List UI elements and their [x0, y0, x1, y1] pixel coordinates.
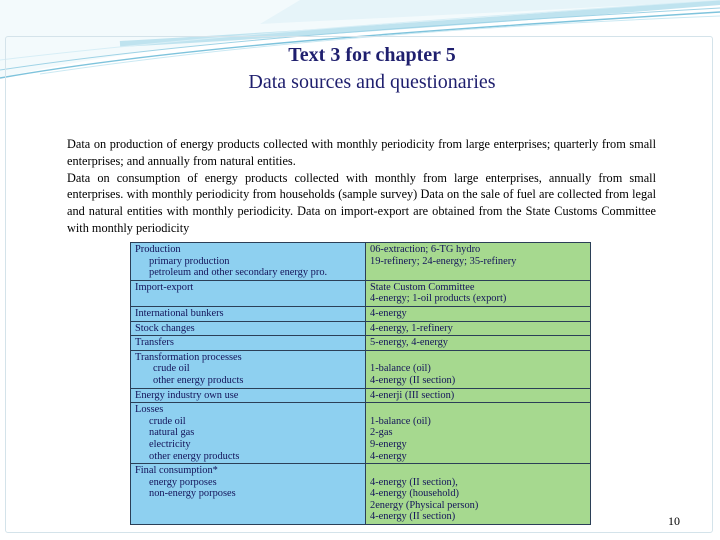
table-row [131, 464, 591, 525]
category-cell [131, 243, 366, 281]
source-line: 4-energy (II section) [370, 374, 456, 386]
source-line: 4-energy, 1-refinery [370, 322, 453, 334]
source-line: 06-extraction; 6-TG hydro [370, 244, 481, 255]
source-cell [366, 350, 591, 388]
source-line: 2-gas [370, 427, 393, 439]
category-cell [131, 403, 366, 464]
category-line: Production [135, 244, 181, 255]
source-line: 4-energy [370, 450, 407, 462]
table-row [131, 280, 591, 306]
source-line: 4-energy; 1-oil products (export) [370, 293, 507, 305]
slide-subtitle: Data sources and questionaries [248, 71, 496, 93]
category-cell [131, 464, 366, 525]
category-cell [131, 388, 366, 403]
category-line: Stock changes [135, 322, 195, 334]
source-line: 4-energy [370, 307, 407, 319]
table-row [131, 350, 591, 388]
category-cell [131, 336, 366, 351]
category-line: crude oil [149, 415, 186, 427]
table-row [131, 306, 591, 321]
source-line [370, 352, 586, 364]
source-line [370, 465, 586, 477]
category-line: primary production [149, 255, 230, 267]
category-line: non-energy porposes [149, 488, 236, 500]
category-line: electricity [149, 438, 191, 450]
category-cell [131, 280, 366, 306]
page-number: 10 [668, 514, 680, 528]
table-row [131, 388, 591, 403]
category-line: Import-export [135, 281, 194, 293]
category-line: petroleum and other secondary energy pro. [149, 267, 328, 279]
source-line: 4-energy (II section), [370, 476, 458, 488]
source-cell [366, 388, 591, 403]
category-cell [131, 350, 366, 388]
table-row [131, 243, 591, 281]
category-line: Final consumption* [135, 465, 218, 477]
category-line: Losses [135, 404, 164, 416]
source-cell [366, 280, 591, 306]
source-line: 5-energy, 4-energy [370, 337, 448, 349]
category-line: International bunkers [135, 307, 224, 319]
source-line: 9-energy [370, 438, 407, 450]
category-line: other energy products [153, 374, 244, 386]
category-line: natural gas [149, 427, 195, 439]
source-cell [366, 321, 591, 336]
source-cell [366, 243, 591, 281]
category-line: Energy industry own use [135, 389, 239, 401]
table-row [131, 403, 591, 464]
category-line: Transfers [135, 337, 174, 349]
data-sources-table [130, 242, 591, 525]
source-cell [366, 403, 591, 464]
category-cell [131, 321, 366, 336]
slide-title: Text 3 for chapter 5 [288, 44, 456, 66]
category-line: other energy products [149, 450, 240, 462]
source-line: State Custom Committee [370, 281, 475, 293]
source-line: 4-energy (household) [370, 488, 459, 500]
source-line: 4-energy (II section) [370, 511, 456, 523]
source-line: 4-enerji (III section) [370, 389, 455, 401]
source-cell [366, 464, 591, 525]
paragraph-production: Data on production of energy products collected with monthly periodicity from large enterprises; quarterly from small enterprises; and annually from natural entities. [67, 137, 656, 168]
category-line: crude oil [153, 363, 190, 375]
source-cell [366, 336, 591, 351]
body-text [67, 136, 656, 237]
source-line [370, 404, 586, 416]
source-line: 2energy (Physical person) [370, 499, 479, 511]
source-line: 19-refinery; 24-energy; 35-refinery [370, 255, 517, 267]
source-line: 1-balance (oil) [370, 415, 431, 427]
category-line: energy porposes [149, 476, 217, 488]
table-row [131, 336, 591, 351]
source-cell [366, 306, 591, 321]
category-cell [131, 306, 366, 321]
table-row [131, 321, 591, 336]
category-line: Transformation processes [135, 351, 242, 363]
paragraph-consumption: Data on consumption of energy products collected with monthly from large enterprises, annually from small enterprises. with monthly periodicity from households (sample survey) Data on the sale of fuel are collected from legal and natural entities with monthly periodicity. Data on import-export are obtained from the State Customs Committee with monthly periodicity [67, 170, 656, 235]
source-line: 1-balance (oil) [370, 363, 431, 375]
